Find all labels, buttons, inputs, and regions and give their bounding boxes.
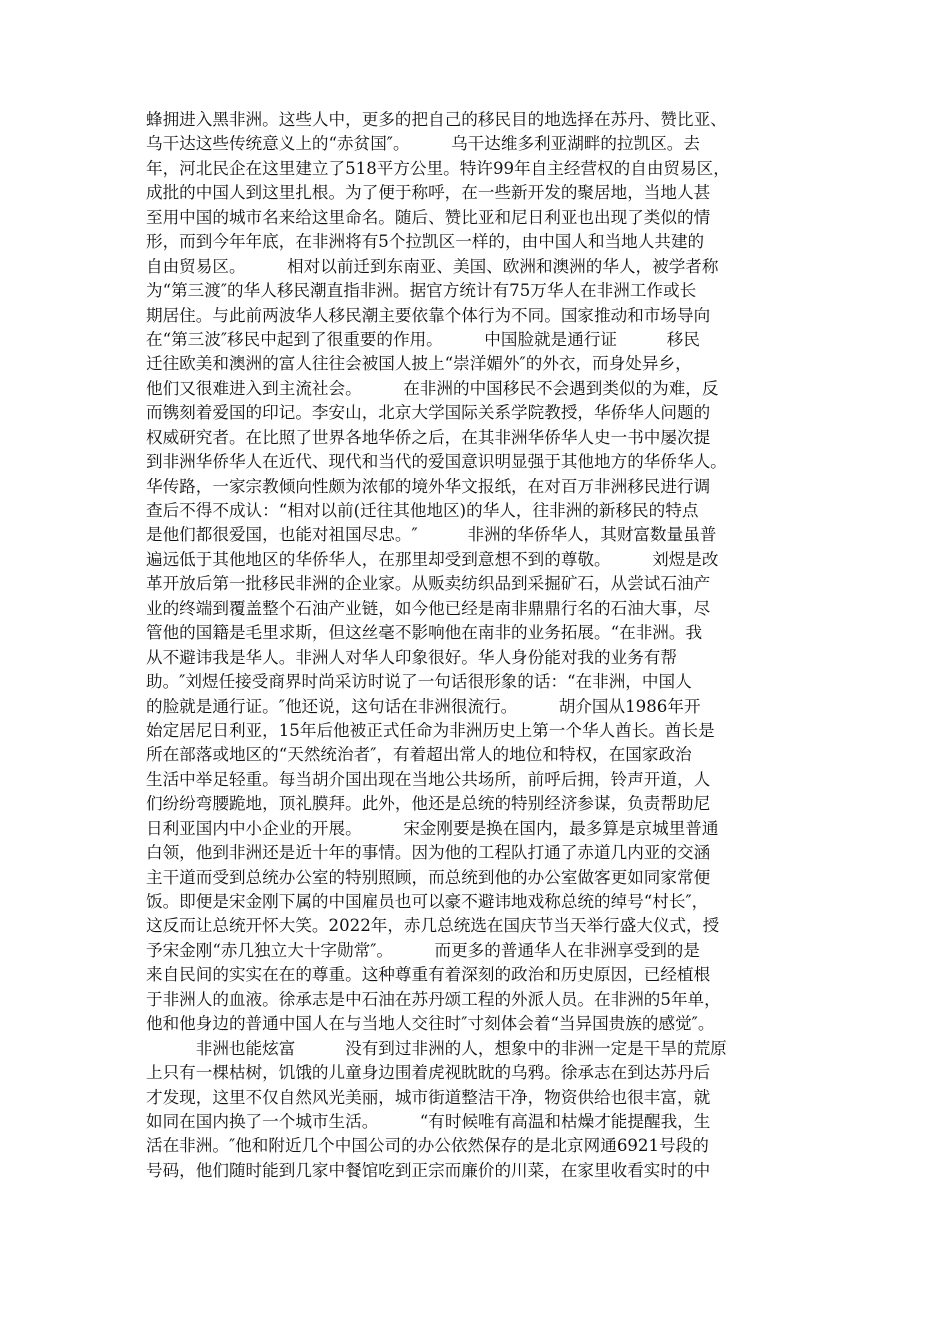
text-line: 上只有一棵枯树，饥饿的儿童身边围着虎视眈眈的乌鸦。徐承志在到达苏丹后	[146, 1063, 711, 1083]
text-line: 这反而让总统开怀大笑。2022年，赤几总统选在国庆节当天举行盛大仪式，授	[146, 916, 720, 936]
text-line: 成批的中国人到这里扎根。为了便于称呼，在一些新开发的聚居地，当地人甚	[146, 183, 711, 203]
text-line: 所在部落或地区的“天然统治者″，有着超出常人的地位和特权，在国家政治	[146, 745, 692, 765]
text-line: 始定居尼日利亚，15年后他被正式任命为非洲历史上第一个华人酋长。酋长是	[146, 720, 715, 740]
document-body	[146, 108, 806, 1183]
text-line: 期居住。与此前两波华人移民潮主要依靠个体行为不同。国家推动和市场导向	[146, 305, 711, 325]
text-line: 号码，他们随时能到几家中餐馆吃到正宗而廉价的川菜，在家里收看实时的中	[146, 1160, 711, 1180]
text-line: 自由贸易区。 相对以前迁到东南亚、美国、欧洲和澳洲的华人，被学者称	[146, 256, 719, 276]
text-line: 如同在国内换了一个城市生活。 “有时候唯有高温和枯燥才能提醒我，生	[146, 1111, 711, 1131]
text-line: 非洲也能炫富 没有到过非洲的人，想象中的非洲一定是干旱的荒原	[146, 1038, 727, 1058]
text-line: 管他的国籍是毛里求斯，但这丝毫不影响他在南非的业务拓展。“在非洲。我	[146, 623, 703, 643]
text-line: 饭。即便是宋金刚下属的中国雇员也可以豪不避讳地戏称总统的绰号“村长″，	[146, 892, 709, 911]
text-line: 们纷纷弯腰跪地，顶礼膜拜。此外，他还是总统的特别经济参谋，负责帮助尼	[146, 794, 711, 814]
text-line: 主干道而受到总统办公室的特别照顾，而总统到他的办公室做客更如同家常便	[146, 867, 711, 887]
text-line: 的脸就是通行证。″他还说，这句话在非洲很流行。 胡介国从1986年开	[146, 696, 701, 716]
text-line: 他们又很难进入到主流社会。 在非洲的中国移民不会遇到类似的为难，反	[146, 378, 719, 398]
text-line: 于非洲人的血液。徐承志是中石油在苏丹颂工程的外派人员。在非洲的5年单，	[146, 989, 721, 1009]
text-line: 遍远低于其他地区的华侨华人，在那里却受到意想不到的尊敬。 刘煜是改	[146, 549, 719, 569]
text-line: 为“第三渡″的华人移民潮直指非洲。据官方统计有75万华人在非洲工作或长	[146, 281, 697, 301]
text-line: 形，而到今年年底，在非洲将有5个拉凯区一样的，由中国人和当地人共建的	[146, 232, 705, 252]
text-line: 生活中举足轻重。每当胡介国出现在当地公共场所，前呼后拥，铃声开道，人	[146, 769, 711, 789]
text-line: 年，河北民企在这里建立了518平方公里。特许99年自主经营权的自由贸易区，	[146, 158, 730, 178]
text-line: 而镌刻着爱国的印记。李安山，北京大学国际关系学院教授，华侨华人问题的	[146, 403, 711, 423]
text-line: 革开放后第一批移民非洲的企业家。从贩卖纺织品到采掘矿石，从尝试石油产	[146, 574, 711, 594]
text-line: 权威研究者。在比照了世界各地华侨之后，在其非洲华侨华人史一书中屡次提	[146, 427, 711, 447]
text-line: 乌干达这些传统意义上的“赤贫国″。 乌干达维多利亚湖畔的拉凯区。去	[146, 134, 700, 154]
text-line: 才发现，这里不仅自然风光美丽，城市街道整洁干净，物资供给也很丰富，就	[146, 1087, 711, 1107]
text-line: 业的终端到覆盖整个石油产业链，如今他已经是南非鼎鼎行名的石油大事，尽	[146, 598, 711, 618]
text-line: 从不避讳我是华人。非洲人对华人印象很好。华人身份能对我的业务有帮	[146, 647, 677, 667]
text-line: 是他们都很爱国，也能对祖国尽忠。″ 非洲的华侨华人，其财富数量虽普	[146, 525, 717, 545]
text-line: 活在非洲。″他和附近几个中国公司的办公依然保存的是北京网通6921号段的	[146, 1136, 709, 1156]
text-line: 予宋金刚“赤几独立大十字勋常″。 而更多的普通华人在非洲享受到的是	[146, 940, 700, 960]
text-line: 他和他身边的普通中国人在与当地人交往时″寸刻体会着“当异国贵族的感觉″。	[146, 1014, 715, 1034]
text-line: 助。″刘煜任接受商界时尚采访时说了一句话很形象的话：“在非洲，中国人	[146, 672, 692, 692]
text-line: 到非洲华侨华人在近代、现代和当代的爱国意识明显强于其他地方的华侨华人。	[146, 452, 727, 472]
text-line: 华传路，一家宗教倾向性颇为浓郁的境外华文报纸，在对百万非洲移民进行调	[146, 476, 711, 496]
text-line: 在“第三波″移民中起到了很重要的作用。 中国脸就是通行证 移民	[146, 329, 700, 349]
text-line: 来自民间的实实在在的尊重。这种尊重有着深刻的政治和历史原因，已经植根	[146, 965, 711, 985]
text-line: 迁往欧美和澳洲的富人往往会被国人披上“崇洋媚外″的外衣，而身处异乡，	[146, 354, 692, 374]
text-line: 蜂拥进入黑非洲。这些人中，更多的把自己的移民目的地选择在苏丹、赞比亚、	[146, 110, 727, 129]
text-line: 至用中国的城市名来给这里命名。随后、赞比亚和尼日利亚也出现了类似的情	[146, 207, 711, 227]
text-line: 日利亚国内中小企业的开展。 宋金刚要是换在国内，最多算是京城里普通	[146, 818, 719, 838]
text-line: 白领，他到非洲还是近十年的事情。因为他的工程队打通了赤道几内亚的交涵	[146, 843, 711, 863]
text-line: 查后不得不成认：“相对以前(迁往其他地区)的华人，往非洲的新移民的特点	[146, 501, 699, 520]
